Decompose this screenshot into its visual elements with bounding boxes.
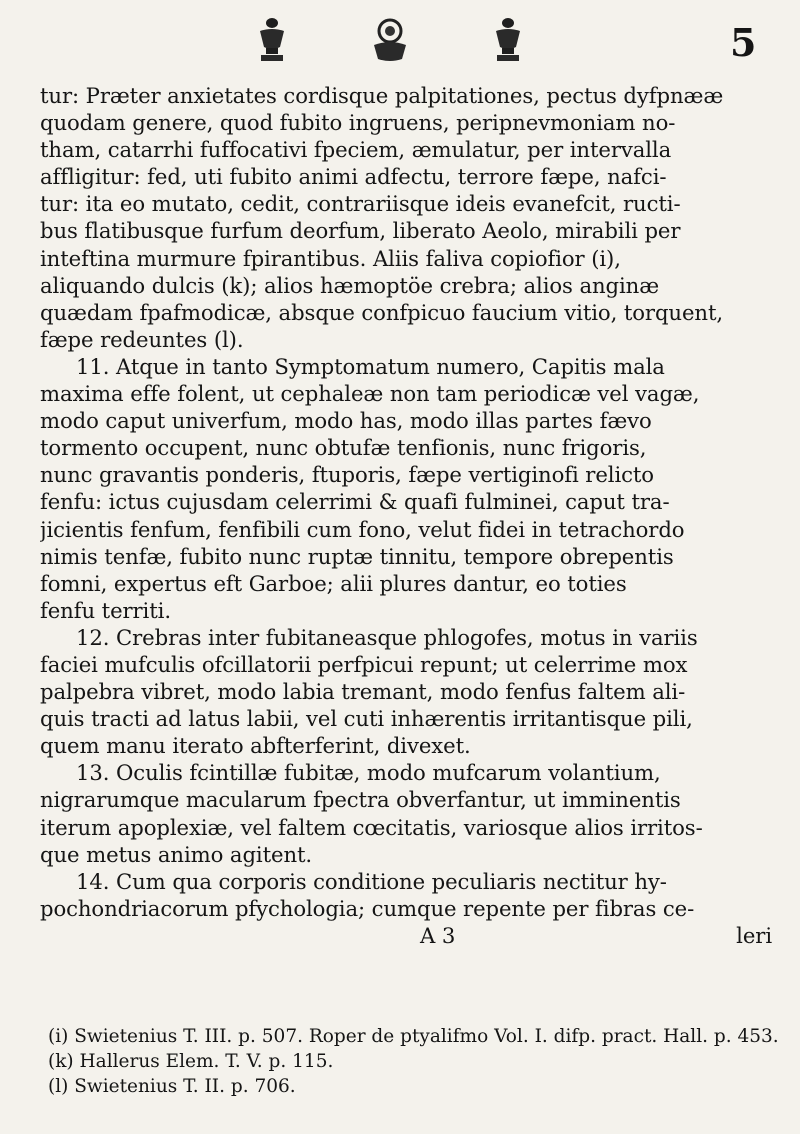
text-line: fenfu territi. (40, 597, 171, 623)
text-line: bus flatibusque furfum deorfum, liberato Aeolo, mirabili per (40, 218, 681, 244)
text-line: nunc gravantis ponderis, ftuporis, fæpe vertiginofi relicto (40, 462, 654, 488)
signature-line (40, 922, 782, 949)
text-line: quem manu iterato abfterferint, divexet. (40, 733, 471, 759)
footnote: (k) Hallerus Elem. T. V. p. 115. (48, 1051, 334, 1072)
text-line: jicientis fenfum, fenfibili cum fono, velut fidei in tetrachordo (40, 516, 685, 542)
text-line: tormento occupent, nunc obtufæ tenfionis, nunc frigoris, (40, 435, 647, 461)
text-line: quædam fpafmodicæ, absque confpicuo faucium vitio, torquent, (40, 299, 723, 325)
footnotes (48, 1024, 779, 1099)
cherub-ornament-icon (368, 15, 412, 65)
text-line: que metus animo agitent. (40, 841, 313, 867)
catchword: leri (736, 922, 772, 948)
text-line: 11. Atque in tanto Symptomatum numero, Capitis mala (76, 353, 665, 379)
text-line: quodam genere, quod fubito ingruens, peripnevmoniam no- (40, 110, 676, 136)
text-line: maxima effe folent, ut cephaleæ non tam periodicæ vel vagæ, (40, 381, 700, 407)
text-line: aliquando dulcis (k); alios hæmoptöe crebra; alios anginæ (40, 272, 660, 298)
text-line: pochondriacorum pfychologia; cumque repente per fibras ce- (40, 895, 695, 921)
text-line: inteftina murmure fpirantibus. Aliis faliva copiofior (i), (40, 245, 621, 271)
text-line: 14. Cum qua corporis conditione peculiaris nectitur hy- (76, 868, 667, 894)
vase-ornament-icon (486, 15, 530, 65)
text-line: 12. Crebras inter fubitaneasque phlogofes, motus in variis (76, 624, 698, 650)
header-ornaments (250, 14, 530, 66)
footnote: (i) Swietenius T. III. p. 507. Roper de ptyalifmo Vol. I. difp. pract. Hall. p. 453. (48, 1026, 779, 1047)
text-line: quis tracti ad latus labii, vel cuti inhærentis irritantisque pili, (40, 706, 693, 732)
page-number: 5 (730, 20, 757, 65)
text-line: tur: Præter anxietates cordisque palpitationes, pectus dyfpnææ (40, 83, 724, 108)
text-line: palpebra vibret, modo labia tremant, modo fenfus faltem ali- (40, 679, 686, 705)
text-line: modo caput univerfum, modo has, modo illas partes fævo (40, 408, 652, 434)
text-line: fenfu: ictus cujusdam celerrimi & quafi fulminei, caput tra- (40, 489, 670, 515)
text-line: fæpe redeuntes (l). (40, 326, 244, 352)
text-line: nigrarumque macularum fpectra obverfantur, ut imminentis (40, 787, 681, 813)
text-line: fomni, expertus eft Garboe; alii plures dantur, eo toties (40, 570, 627, 596)
text-line: 13. Oculis fcintillæ fubitæ, modo mufcarum volantium, (76, 760, 661, 786)
text-line: tham, catarrhi fuffocativi fpeciem, æmulatur, per intervalla (40, 137, 672, 163)
text-line: affligitur: fed, uti fubito animi adfectu, terrore fæpe, nafci- (40, 164, 667, 190)
vase-ornament-icon (250, 15, 294, 65)
text-line: faciei mufculis ofcillatorii perfpicui repunt; ut celerrime mox (40, 651, 688, 677)
text-line: tur: ita eo mutato, cedit, contrariisque ideis evanefcit, ructi- (40, 191, 681, 217)
footnote: (l) Swietenius T. II. p. 706. (48, 1076, 296, 1097)
text-line: nimis tenfæ, fubito nunc ruptæ tinnitu, tempore obrepentis (40, 543, 674, 569)
text-line: iterum apoplexiæ, vel faltem cœcitatis, variosque alios irritos- (40, 814, 703, 840)
body-text (40, 82, 782, 949)
signature-mark: A 3 (420, 922, 456, 948)
